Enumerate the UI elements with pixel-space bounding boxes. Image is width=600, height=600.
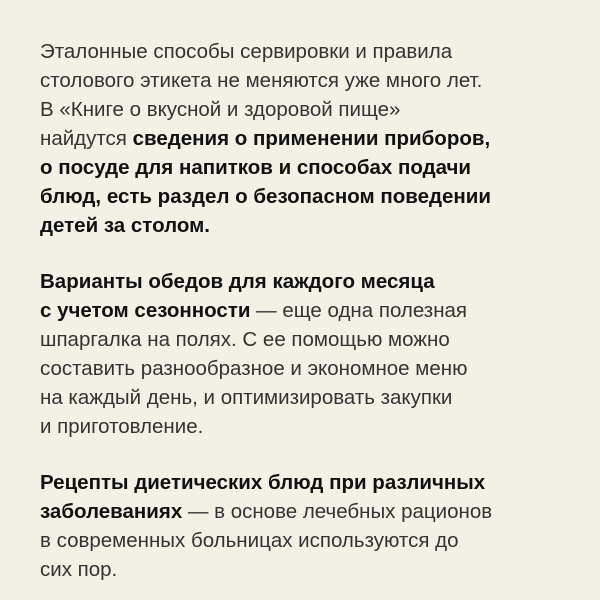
text-run: в современных больницах используются до xyxy=(40,529,459,552)
text-line xyxy=(40,95,562,124)
text-run: составить разнообразное и экономное меню xyxy=(40,357,468,380)
text-run: сих пор. xyxy=(40,558,118,581)
bold-text-run: сведения о применении приборов, xyxy=(132,127,491,150)
text-line xyxy=(40,37,562,66)
text-line xyxy=(40,354,562,383)
paragraph-diet-recipes xyxy=(40,468,562,584)
text-line xyxy=(40,124,562,153)
text-line xyxy=(40,182,562,211)
bold-text-run: Варианты обедов для каждого месяца xyxy=(40,270,435,293)
bold-text-run: детей за столом. xyxy=(40,214,210,237)
text-line xyxy=(40,153,562,182)
text-line xyxy=(40,325,562,354)
text-run: на каждый день, и оптимизировать закупки xyxy=(40,386,453,409)
bold-text-run: блюд, есть раздел о безопасном поведении xyxy=(40,185,491,208)
bold-text-run: о посуде для напитков и способах подачи xyxy=(40,156,472,179)
text-run: найдутся xyxy=(40,127,133,150)
bold-text-run: заболеваниях xyxy=(40,500,183,523)
paragraph-seasonal-menus xyxy=(40,267,562,441)
text-line xyxy=(40,296,562,325)
text-line xyxy=(40,468,562,497)
text-line xyxy=(40,526,562,555)
text-run: В «Книге о вкусной и здоровой пище» xyxy=(40,98,401,121)
bold-text-run: с учетом сезонности xyxy=(40,299,251,322)
text-line xyxy=(40,555,562,584)
text-run: и приготовление. xyxy=(40,415,204,438)
text-line xyxy=(40,211,562,240)
text-line xyxy=(40,66,562,95)
paragraph-table-etiquette xyxy=(40,37,562,240)
text-run: Эталонные способы сервировки и правила xyxy=(40,40,453,63)
text-run: — еще одна полезная xyxy=(250,299,468,322)
text-line xyxy=(40,383,562,412)
bold-text-run: Рецепты диетических блюд при различных xyxy=(40,471,486,494)
text-run: шпаргалка на полях. С ее помощью можно xyxy=(40,328,450,351)
text-run: — в основе лечебных рационов xyxy=(182,500,493,523)
text-run: столового этикета не меняются уже много лет. xyxy=(40,69,483,92)
text-line xyxy=(40,267,562,296)
text-line xyxy=(40,412,562,441)
text-line xyxy=(40,497,562,526)
